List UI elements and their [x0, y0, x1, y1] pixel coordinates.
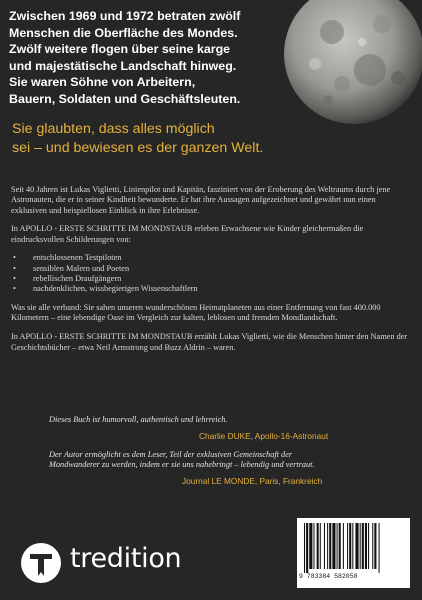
- barcode-bar: [304, 523, 305, 573]
- barcode-bar: [343, 523, 344, 569]
- tagline-line: sei – und bewiesen es der ganzen Welt.: [12, 140, 264, 156]
- blurb-paragraph: In APOLLO - ERSTE SCHRITTE IM MONDSTAUB erleben Erwachsene wie Kinder gleichermaßen die eindrucksvollen Schilderungen von:: [11, 224, 364, 244]
- barcode-bar: [329, 523, 331, 569]
- headline-line: Sie waren Söhne von Arbeitern,: [9, 75, 196, 89]
- headline: [9, 8, 279, 107]
- barcode-bar: [327, 523, 328, 569]
- barcode-bar: [379, 523, 380, 573]
- barcode-bar: [324, 523, 325, 569]
- barcode-bar: [362, 523, 364, 569]
- review-source: Journal LE MONDE, Paris, Frankreich: [182, 476, 323, 486]
- list-item: • sensiblen Malern und Poeten: [11, 264, 413, 274]
- barcode-bar: [317, 523, 319, 569]
- moon-image: [270, 0, 422, 132]
- barcode-bar: [352, 523, 353, 569]
- review-line: Der Autor ermöglicht es dem Leser, Teil der exklusiven Gemeinschaft der: [49, 450, 293, 459]
- headline-line: Zwischen 1969 und 1972 betraten zwölf: [9, 9, 241, 23]
- barcode-bar: [309, 523, 312, 569]
- publisher-name: tredition: [70, 543, 182, 574]
- isbn-number: 9 783384 582058: [299, 573, 358, 580]
- barcode-bar: [306, 523, 308, 573]
- blurb-paragraph: Seit 40 Jahren ist Lukas Viglietti, Linienpilot und Kapitän, fasziniert von der Eroberung des Weltraums durch jene Astronauten, die er in seiner Kindheit bewunderte. Er hat ihre Aussagen aufgezeichnet und gewährt nun einen exklusiven und beispiellosen Einblick in ihre Erlebnisse.: [11, 185, 391, 215]
- list-item: • nachdenklichen, wissbegierigen Wissenschaftlern: [11, 284, 413, 294]
- barcode-bar: [368, 523, 369, 569]
- headline-line: Menschen die Oberfläche des Mondes.: [9, 25, 238, 40]
- publisher-logo-icon: [20, 542, 62, 584]
- barcode-bar: [365, 523, 367, 569]
- blurb-paragraph: Was sie alle verband: Sie sahen unseren wunderschönen Heimatplaneten aus einer Entfernung von fast 400.000 Kilometern – eine lebendige Oase im Vergleich zur kalten, leblosen und fremden Mondlandschaft.: [11, 303, 381, 323]
- barcode-bar: [313, 523, 314, 569]
- headline-line: Zwölf weitere flogen über seine karge: [9, 42, 231, 56]
- list-item: • rebellischen Draufgängern: [11, 274, 413, 284]
- barcode-bar: [347, 523, 348, 569]
- list-item: • entschlossenen Testpiloten: [11, 253, 413, 263]
- headline-line: Bauern, Soldaten und Geschäftsleuten.: [9, 91, 241, 106]
- barcode-bar: [337, 523, 338, 569]
- barcode-bar: [349, 523, 351, 569]
- tagline-line: Sie glaubten, dass alles möglich: [12, 121, 215, 137]
- barcode-bar: [332, 523, 335, 569]
- barcode-bar: [360, 523, 361, 569]
- review-source: Charlie DUKE, Apollo-16-Astronaut: [199, 431, 329, 441]
- headline-line: und majestätische Landschaft hinweg.: [9, 58, 237, 73]
- barcode-bar: [320, 523, 321, 569]
- barcode-bars: [304, 523, 404, 573]
- barcode-bar: [374, 523, 376, 569]
- barcode-bar: [355, 523, 358, 569]
- review-quote: Dieses Buch ist humorvoll, authentisch und lehrreich.: [49, 415, 228, 424]
- review-line: Mondwanderer zu werden, indem er sie uns nahebringt – lebendig und vertraut.: [49, 460, 315, 470]
- tagline-quote: [12, 120, 312, 158]
- isbn-barcode: [297, 518, 410, 588]
- blurb-list: [11, 253, 413, 294]
- barcode-bar: [339, 523, 341, 569]
- barcode-bar: [372, 523, 373, 569]
- review-quote: [49, 450, 379, 471]
- blurb-paragraph: In APOLLO - ERSTE SCHRITTE IM MONDSTAUB erzählt Lukas Viglietti, wie die Menschen hinter den Namen der Geschichtsbücher – etwa Neil Armstrong und Buzz Aldrin – waren.: [11, 332, 408, 352]
- blurb-text: [11, 185, 413, 361]
